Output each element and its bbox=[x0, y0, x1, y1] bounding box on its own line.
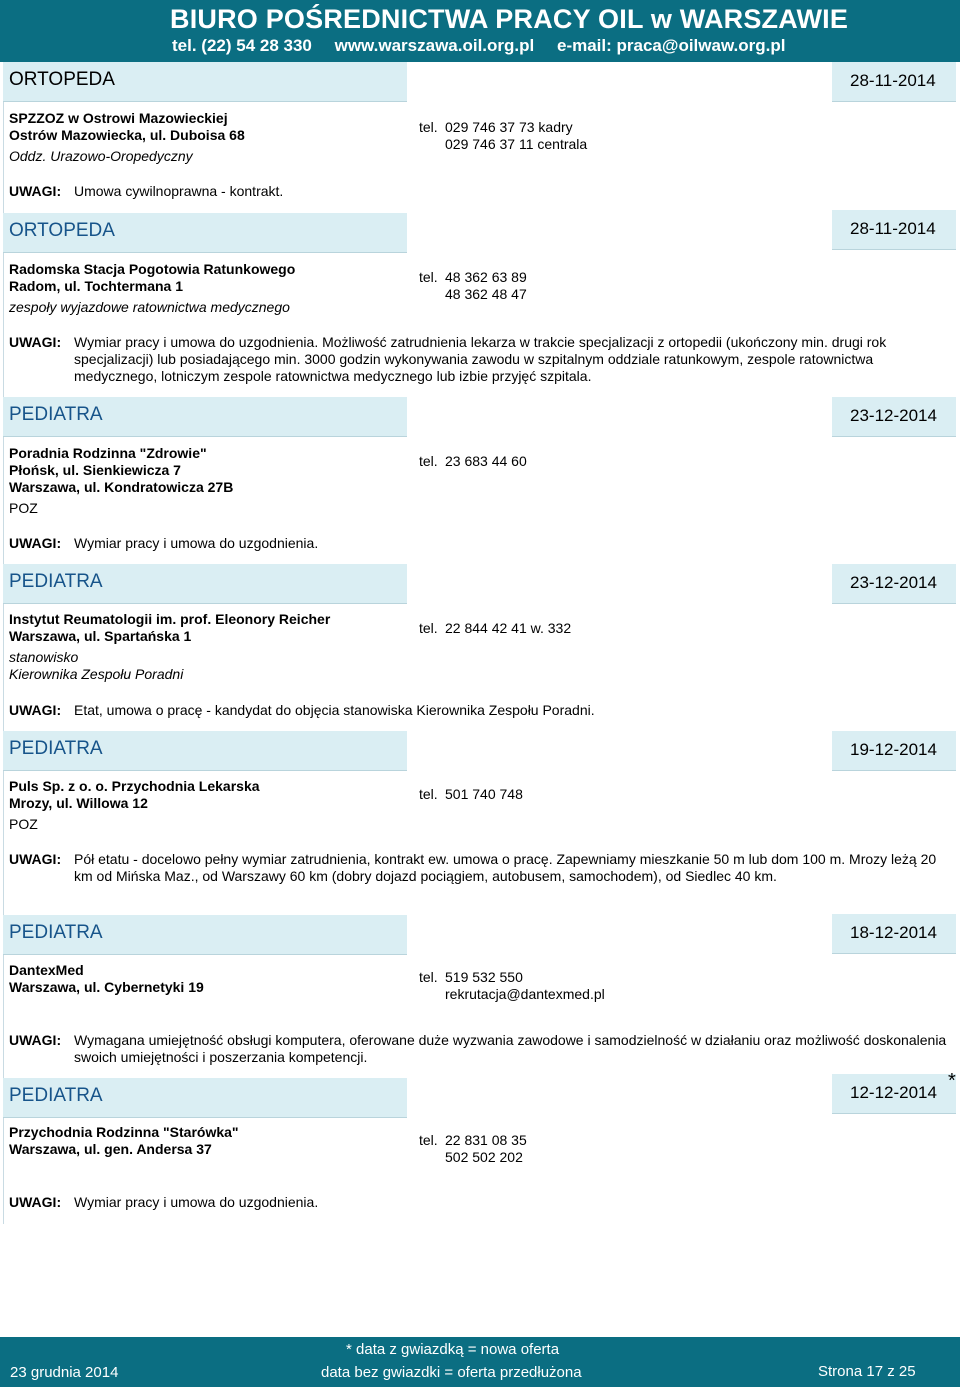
employer-block bbox=[9, 445, 233, 517]
new-offer-star: * bbox=[948, 1070, 956, 1092]
category-bar bbox=[3, 564, 407, 604]
employer-name: Poradnia Rodzinna "Zdrowie" bbox=[9, 445, 207, 461]
phone-number: 029 746 37 73 kadry bbox=[445, 119, 573, 135]
category-bar bbox=[3, 397, 407, 437]
employer-address: Radom, ul. Tochtermana 1 bbox=[9, 278, 183, 294]
tel-label: tel. bbox=[419, 620, 438, 636]
notes-text: Wymiar pracy i umowa do uzgodnienia. Możliwość zatrudnienia lekarza w trakcie specjalizacji z ortopedii (ukończony min. drugi rok specjalizacji) lub posiadającego min. 3000 godzin wykonywania zawodu w szpitalnym oddziale ratunkowym, zespole ratownictwa medycznego, lotniczym zespole ratownictwa medycznego lub izbie przyjęć szpitala. bbox=[74, 334, 887, 384]
listing-date: 28-11-2014 bbox=[850, 71, 936, 90]
tel-label: tel. bbox=[419, 969, 438, 985]
notes-text: Umowa cywilnoprawna - kontrakt. bbox=[74, 183, 284, 199]
listing-date: 19-12-2014 bbox=[850, 740, 937, 759]
employer-name: Przychodnia Rodzinna "Starówka" bbox=[9, 1124, 239, 1140]
footer-date: 23 grudnia 2014 bbox=[10, 1364, 119, 1381]
phone-block bbox=[419, 1132, 527, 1166]
phone-block bbox=[419, 969, 605, 1003]
phone-number: 22 844 42 41 w. 332 bbox=[445, 620, 572, 636]
department: Oddz. Urazowo-Oropedyczny bbox=[9, 148, 193, 164]
phone-block bbox=[419, 119, 587, 153]
tel-label: tel. bbox=[419, 119, 438, 135]
employer-block bbox=[9, 962, 204, 996]
department: Kierownika Zespołu Poradni bbox=[9, 666, 184, 682]
category-bar bbox=[3, 1078, 407, 1118]
date-box bbox=[832, 210, 956, 250]
phone-number: 029 746 37 11 centrala bbox=[445, 136, 588, 152]
department: stanowisko bbox=[9, 649, 79, 665]
employer-block bbox=[9, 261, 295, 316]
date-box bbox=[832, 731, 956, 771]
page-number: Strona 17 z 25 bbox=[818, 1363, 916, 1380]
employer-address: Ostrów Mazowiecka, ul. Duboisa 68 bbox=[9, 127, 245, 143]
employer-address: Płońsk, ul. Sienkiewicza 7 bbox=[9, 462, 181, 478]
category-label: PEDIATRA bbox=[9, 738, 103, 759]
phone-number: 501 740 748 bbox=[445, 786, 523, 802]
employer-block bbox=[9, 1124, 239, 1158]
header-contacts bbox=[172, 36, 803, 56]
date-box bbox=[832, 1070, 956, 1114]
employer-address: Warszawa, ul. gen. Andersa 37 bbox=[9, 1141, 212, 1157]
header-website[interactable]: www.warszawa.oil.org.pl bbox=[334, 36, 535, 55]
employer-block bbox=[9, 778, 260, 833]
notes-label: UWAGI: bbox=[9, 1032, 62, 1048]
notes-text: Etat, umowa o pracę - kandydat do objęcia stanowiska Kierownika Zespołu Poradni. bbox=[74, 702, 595, 718]
date-box bbox=[832, 62, 956, 102]
notes-label: UWAGI: bbox=[9, 334, 62, 350]
employer-name: SPZZOZ w Ostrowi Mazowieckiej bbox=[9, 110, 228, 126]
phone-block bbox=[419, 786, 523, 803]
phone-number: 22 831 08 35 bbox=[445, 1132, 527, 1148]
category-label: PEDIATRA bbox=[9, 922, 103, 943]
category-bar bbox=[3, 731, 407, 771]
listing-date: 23-12-2014 bbox=[850, 573, 937, 592]
notes-label: UWAGI: bbox=[9, 702, 62, 718]
notes-text: Wymiar pracy i umowa do uzgodnienia. bbox=[74, 535, 319, 551]
notes-text: Pół etatu - docelowo pełny wymiar zatrudnienia, kontrakt ew. umowa o pracę. Zapewniamy mieszkanie 50 m lub dom 100 m. Mrozy leżą 20 km od Mińska Maz., od Warszawy 60 km (dobry dojazd pociągiem, autobusem, samochodem), od Siedlec 40 km. bbox=[74, 851, 937, 884]
phone-block bbox=[419, 269, 527, 303]
employer-block bbox=[9, 611, 330, 683]
tel-label: tel. bbox=[419, 453, 438, 469]
legend-new-offer: * data z gwiazdką = nowa oferta bbox=[346, 1341, 560, 1358]
employer-name: Instytut Reumatologii im. prof. Eleonory Reicher bbox=[9, 611, 331, 627]
employer-block bbox=[9, 110, 245, 165]
page-footer bbox=[0, 1337, 960, 1387]
category-label: PEDIATRA bbox=[9, 571, 103, 592]
category-label: ORTOPEDA bbox=[9, 220, 115, 241]
date-box bbox=[832, 397, 956, 437]
header-phone: tel. (22) 54 28 330 bbox=[172, 36, 312, 55]
category-bar bbox=[3, 62, 407, 102]
date-box bbox=[832, 914, 956, 954]
listing-date: 28-11-2014 bbox=[850, 219, 936, 238]
category-label: ORTOPEDA bbox=[9, 69, 115, 90]
phone-number: 48 362 63 89 bbox=[445, 269, 527, 285]
contact-email[interactable]: rekrutacja@dantexmed.pl bbox=[445, 986, 605, 1002]
tel-label: tel. bbox=[419, 1132, 438, 1148]
category-label: PEDIATRA bbox=[9, 1085, 103, 1106]
tel-label: tel. bbox=[419, 269, 438, 285]
office-title: BIURO POŚREDNICTWA PRACY OIL w WARSZAWIE bbox=[170, 4, 849, 34]
phone-block bbox=[419, 453, 527, 470]
phone-block bbox=[419, 620, 571, 637]
listing-date: 12-12-2014 bbox=[850, 1083, 937, 1102]
notes-text: Wymagana umiejętność obsługi komputera, oferowane duże wyzwania zawodowe i samodzielność w działaniu oraz możliwość doskonalenia swoich umiejętności i poszerzania kompetencji. bbox=[74, 1032, 947, 1065]
listing-date: 23-12-2014 bbox=[850, 406, 937, 425]
employer-address: Warszawa, ul. Cybernetyki 19 bbox=[9, 979, 204, 995]
phone-number: 48 362 48 47 bbox=[445, 286, 527, 302]
phone-number: 519 532 550 bbox=[445, 969, 523, 985]
department: POZ bbox=[9, 500, 38, 516]
notes-label: UWAGI: bbox=[9, 1194, 62, 1210]
department: POZ bbox=[9, 816, 38, 832]
department: zespoły wyjazdowe ratownictwa medycznego bbox=[9, 299, 290, 315]
employer-address: Warszawa, ul. Kondratowicza 27B bbox=[9, 479, 234, 495]
employer-name: DantexMed bbox=[9, 962, 84, 978]
employer-address: Warszawa, ul. Spartańska 1 bbox=[9, 628, 192, 644]
employer-name: Puls Sp. z o. o. Przychodnia Lekarska bbox=[9, 778, 260, 794]
notes-text: Wymiar pracy i umowa do uzgodnienia. bbox=[74, 1194, 319, 1210]
page-header bbox=[0, 0, 960, 62]
notes-label: UWAGI: bbox=[9, 851, 62, 867]
category-label: PEDIATRA bbox=[9, 404, 103, 425]
notes-label: UWAGI: bbox=[9, 535, 62, 551]
legend-extended-offer: data bez gwiazdki = oferta przedłużona bbox=[321, 1364, 582, 1381]
phone-number: 23 683 44 60 bbox=[445, 453, 527, 469]
listing-date: 18-12-2014 bbox=[850, 923, 937, 942]
tel-label: tel. bbox=[419, 786, 438, 802]
notes-label: UWAGI: bbox=[9, 183, 62, 199]
phone-number: 502 502 202 bbox=[445, 1149, 523, 1165]
category-bar bbox=[3, 213, 407, 253]
employer-address: Mrozy, ul. Willowa 12 bbox=[9, 795, 148, 811]
employer-name: Radomska Stacja Pogotowia Ratunkowego bbox=[9, 261, 296, 277]
category-bar bbox=[3, 915, 407, 955]
header-email[interactable]: e-mail: praca@oilwaw.org.pl bbox=[556, 36, 786, 55]
date-box bbox=[832, 564, 956, 604]
